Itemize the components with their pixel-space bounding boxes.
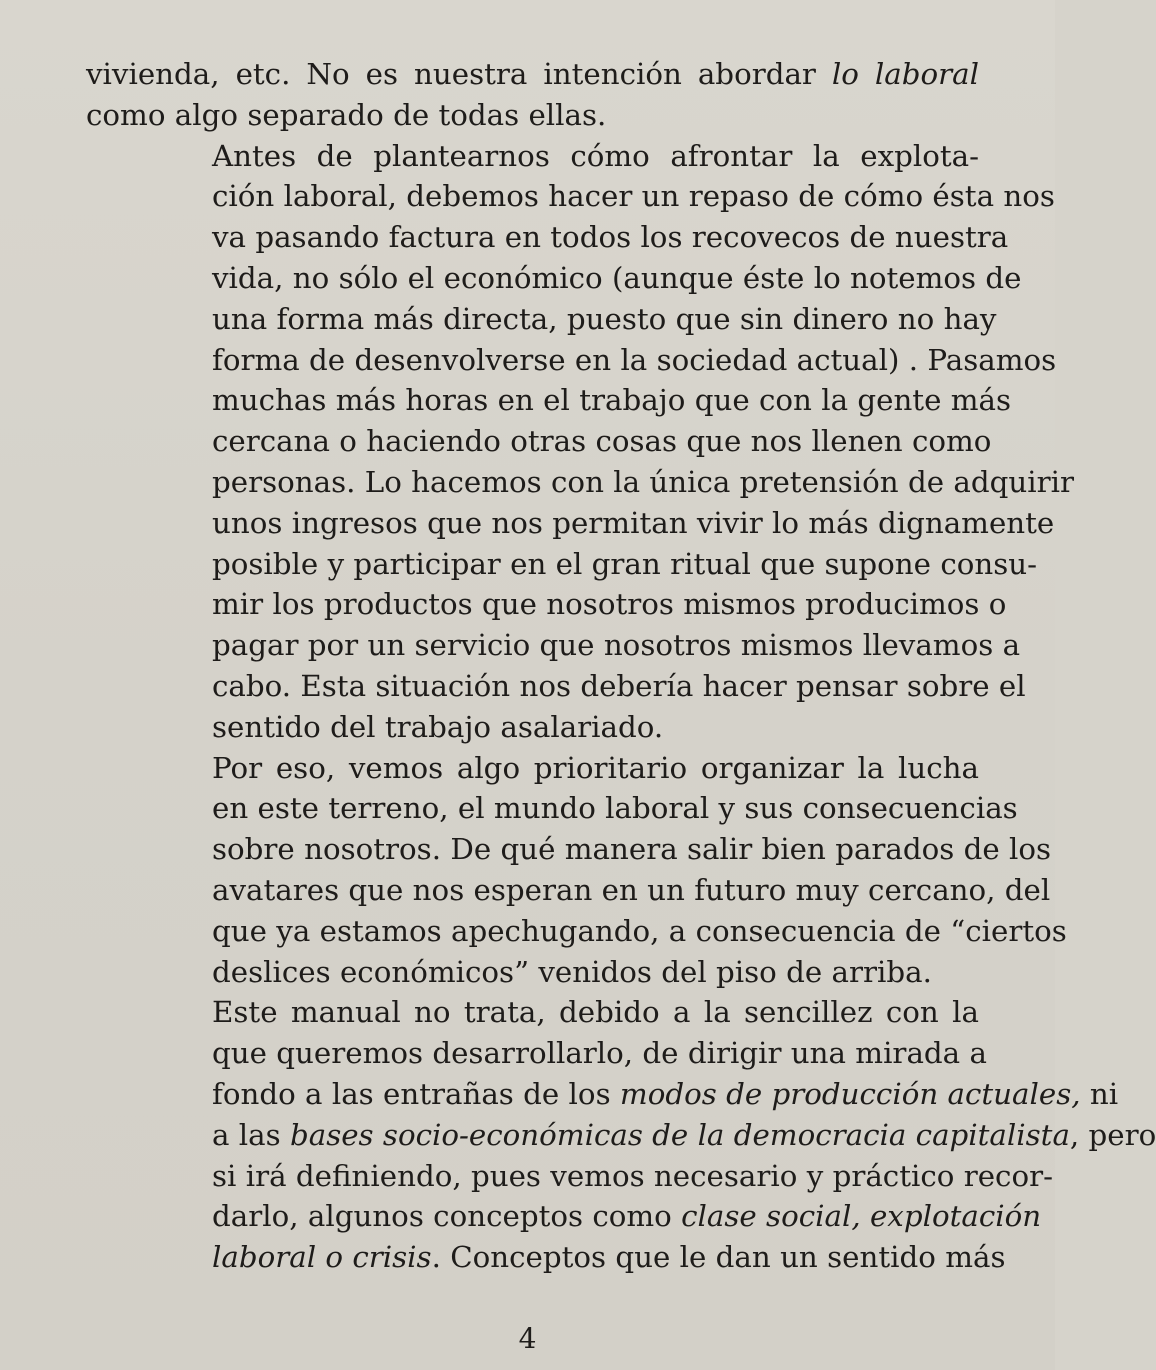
text-line	[86, 911, 1067, 952]
text-run: , pero	[1069, 1117, 1156, 1152]
text-line	[86, 952, 979, 993]
text-run: mir los productos que nosotros mismos producimos o	[212, 587, 1007, 622]
text-run: . Conceptos que le dan un sentido más	[431, 1240, 1006, 1275]
text-line	[86, 1156, 1053, 1197]
text-run: que queremos desarrollarlo, de dirigir una mirada a	[212, 1036, 987, 1071]
text-line	[86, 625, 1021, 666]
paragraph	[86, 54, 979, 136]
text-line	[86, 503, 1055, 544]
text-line	[86, 584, 1007, 625]
text-line	[86, 992, 979, 1033]
text-run: forma de desenvolverse en la sociedad actual) . Pasamos	[212, 342, 1057, 377]
text-run: Este manual no trata, debido a la sencillez con la	[212, 995, 979, 1030]
italic-text: laboral o crisis	[212, 1240, 432, 1275]
page-number: 4	[518, 1322, 537, 1355]
paragraph	[86, 136, 1074, 748]
text-run: en este terreno, el mundo laboral y sus consecuencias	[212, 791, 1018, 826]
text-line	[86, 95, 979, 136]
text-line	[86, 136, 979, 177]
text-run: ción laboral, debemos hacer un repaso de cómo ésta nos	[212, 179, 1055, 214]
text-line	[86, 788, 1018, 829]
italic-text: clase social, explotación	[681, 1199, 1042, 1234]
text-run: fondo a las entrañas de los	[212, 1076, 620, 1111]
text-run: darlo, algunos conceptos como	[212, 1199, 682, 1234]
paragraph	[86, 992, 1156, 1278]
italic-text: bases socio-económicas de la democracia capitalista	[289, 1117, 1070, 1152]
text-line	[86, 176, 1055, 217]
text-line	[86, 1196, 1042, 1237]
text-run: personas. Lo hacemos con la única pretensión de adquirir	[212, 464, 1074, 499]
text-run: que ya estamos apechugando, a consecuencia de “ciertos	[212, 913, 1067, 948]
text-line	[86, 748, 979, 789]
text-line	[86, 299, 997, 340]
text-run: avatares que nos esperan en un futuro muy cercano, del	[212, 872, 1051, 907]
text-run: vida, no sólo el económico (aunque éste lo notemos de	[212, 260, 1022, 295]
text-run: pagar por un servicio que nosotros mismos llevamos a	[212, 628, 1021, 663]
text-run: cabo. Esta situación nos debería hacer pensar sobre el	[212, 668, 1026, 703]
text-run: una forma más directa, puesto que sin dinero no hay	[212, 301, 997, 336]
text-line	[86, 54, 979, 95]
text-run: cercana o haciendo otras cosas que nos llenen como	[212, 424, 992, 459]
text-line	[86, 829, 1052, 870]
text-run: sobre nosotros. De qué manera salir bien parados de los	[212, 832, 1052, 867]
text-line	[86, 1237, 1006, 1278]
italic-text: lo laboral	[831, 57, 979, 91]
text-run: muchas más horas en el trabajo que con la gente más	[212, 383, 1012, 418]
text-run: vivienda, etc. No es nuestra intención abordar	[86, 57, 832, 91]
text-line	[86, 1033, 987, 1074]
text-line	[86, 421, 992, 462]
text-line	[86, 707, 979, 748]
body-text	[86, 54, 1156, 1278]
text-run: ni	[1080, 1076, 1119, 1111]
text-run: como algo separado de todas ellas.	[86, 97, 607, 132]
text-run: si irá definiendo, pues vemos necesario y práctico recor-	[212, 1158, 1053, 1193]
text-line	[86, 340, 1057, 381]
paragraph	[86, 748, 1067, 993]
text-line	[86, 544, 1038, 585]
text-run: a las	[212, 1117, 290, 1152]
italic-text: modos de producción actuales,	[619, 1076, 1081, 1111]
text-line	[86, 217, 1009, 258]
text-line	[86, 870, 1051, 911]
text-run: Antes de plantearnos cómo afrontar la explota-	[212, 138, 979, 173]
text-run: Por eso, vemos algo prioritario organizar la lucha	[212, 750, 979, 785]
text-line	[86, 1074, 1119, 1115]
text-run: posible y participar en el gran ritual que supone consu-	[212, 546, 1038, 581]
text-line	[86, 462, 1074, 503]
text-line	[86, 258, 1022, 299]
text-run: va pasando factura en todos los recovecos de nuestra	[212, 220, 1009, 255]
text-run: unos ingresos que nos permitan vivir lo más dignamente	[212, 505, 1055, 540]
text-run: deslices económicos” venidos del piso de arriba.	[212, 954, 932, 989]
text-line	[86, 1115, 1156, 1156]
text-line	[86, 666, 1026, 707]
text-line	[86, 380, 1012, 421]
text-run: sentido del trabajo asalariado.	[212, 709, 664, 744]
